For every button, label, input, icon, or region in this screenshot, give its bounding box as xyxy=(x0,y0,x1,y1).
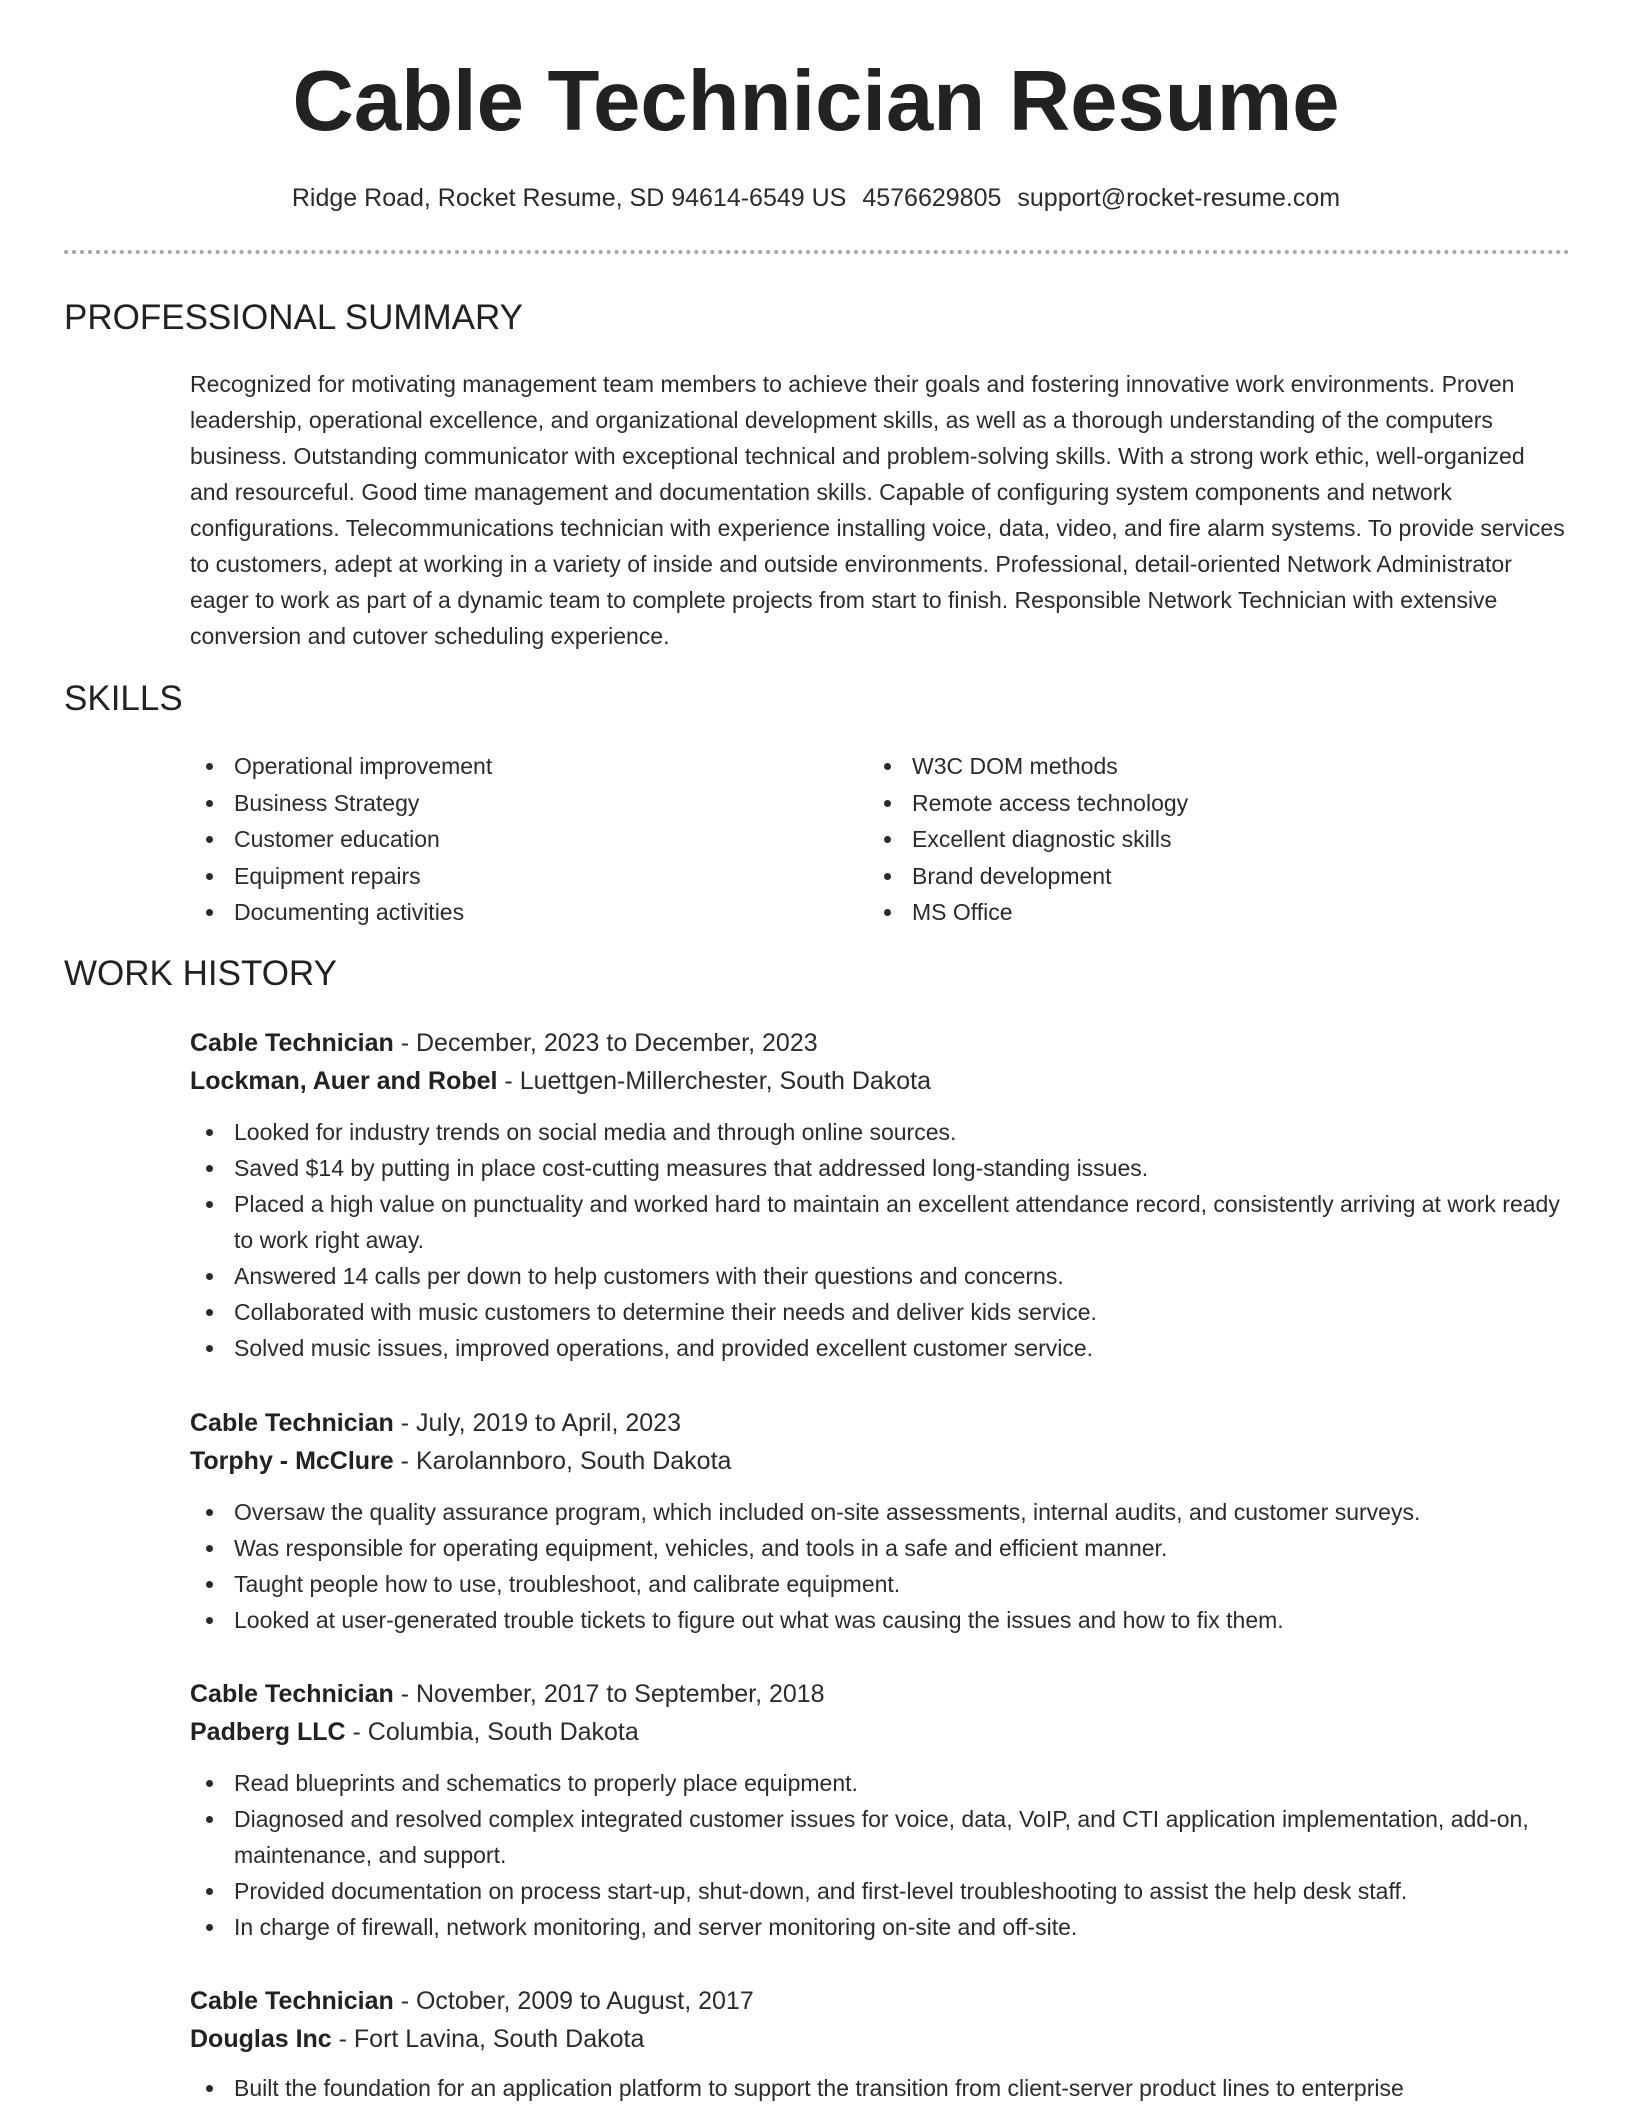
job-bullets xyxy=(190,1114,1570,1366)
job-bullet: Saved $14 by putting in place cost-cutting measures that addressed long-standing issues. xyxy=(190,1150,1570,1186)
header-divider xyxy=(64,250,1570,254)
job-company-line: Torphy - McClure - Karolannboro, South Dakota xyxy=(190,1447,732,1475)
job-dates: October, 2009 to August, 2017 xyxy=(415,1987,754,2015)
skill-item: MS Office xyxy=(868,894,1508,931)
contact-address: Ridge Road, Rocket Resume, SD 94614-6549 US xyxy=(291,184,847,212)
job-entry xyxy=(190,1404,1570,1638)
job-entry xyxy=(190,1982,1570,2106)
skill-item: Operational improvement xyxy=(190,748,830,785)
skills-list-left xyxy=(190,748,830,931)
job-company: Lockman, Auer and Robel xyxy=(190,1067,498,1095)
skill-item: Brand development xyxy=(868,858,1508,895)
job-bullet: Solved music issues, improved operations, and provided excellent customer service. xyxy=(190,1330,1570,1366)
summary-text: Recognized for motivating management team members to achieve their goals and fostering innovative work environments. Proven leadership, operational excellence, and organizational development skills, as well as a thorough understanding of the computers business. Outstanding communicator with exceptional technical and problem-solving skills. With a strong work ethic, well-organized and resourceful. Good time management and documentation skills. Capable of configuring system components and network configurations. Telecommunications technician with experience installing voice, data, video, and fire alarm systems. To provide services to customers, adept at working in a variety of inside and outside environments. Professional, detail-oriented Network Administrator eager to work as part of a dynamic team to complete projects from start to finish. Responsible Network Technician with extensive conversion and cutover scheduling experience. xyxy=(190,371,1565,649)
job-title-line: Cable Technician - December, 2023 to December, 2023 xyxy=(190,1029,818,1057)
section-heading-summary: PROFESSIONAL SUMMARY xyxy=(64,298,523,337)
job-bullet: Placed a high value on punctuality and worked hard to maintain an excellent attendance record, consistently arriving at work ready to work right away. xyxy=(190,1186,1570,1258)
contact-email[interactable]: support@rocket-resume.com xyxy=(1017,184,1341,212)
section-heading-skills: SKILLS xyxy=(64,679,183,718)
job-location: Luettgen-Millerchester, South Dakota xyxy=(519,1067,932,1095)
job-title-line: Cable Technician - October, 2009 to August, 2017 xyxy=(190,1987,754,2015)
job-company: Douglas Inc xyxy=(190,2025,332,2053)
job-entry xyxy=(190,1024,1570,1366)
job-bullet: Answered 14 calls per down to help customers with their questions and concerns. xyxy=(190,1258,1570,1294)
job-dates: July, 2019 to April, 2023 xyxy=(415,1409,681,1437)
resume-title: Cable Technician Resume xyxy=(292,54,1340,149)
skill-item: Customer education xyxy=(190,821,830,858)
job-company-line: Padberg LLC - Columbia, South Dakota xyxy=(190,1718,639,1746)
job-bullet: Oversaw the quality assurance program, which included on-site assessments, internal audits, and customer surveys. xyxy=(190,1494,1570,1530)
job-bullet: Taught people how to use, troubleshoot, and calibrate equipment. xyxy=(190,1566,1570,1602)
job-title-line: Cable Technician - November, 2017 to September, 2018 xyxy=(190,1680,825,1708)
job-bullet: Looked at user-generated trouble tickets to figure out what was causing the issues and how to fix them. xyxy=(190,1602,1570,1638)
job-bullet: Read blueprints and schematics to properly place equipment. xyxy=(190,1765,1570,1801)
skill-item: Business Strategy xyxy=(190,785,830,822)
job-dates: November, 2017 to September, 2018 xyxy=(415,1680,825,1708)
job-entry xyxy=(190,1675,1570,1945)
skill-item: Equipment repairs xyxy=(190,858,830,895)
job-bullet: Built the foundation for an application platform to support the transition from client-server product lines to enterprise xyxy=(190,2070,1570,2106)
skill-item: Excellent diagnostic skills xyxy=(868,821,1508,858)
job-bullets xyxy=(190,2070,1570,2106)
job-bullet: Diagnosed and resolved complex integrated customer issues for voice, data, VoIP, and CTI application implementation, add-on, maintenance, and support. xyxy=(190,1801,1570,1873)
job-title: Cable Technician xyxy=(190,1987,394,2015)
job-location: Karolannboro, South Dakota xyxy=(415,1447,732,1475)
contact-phone: 4576629805 xyxy=(862,184,1002,212)
job-bullet: Looked for industry trends on social media and through online sources. xyxy=(190,1114,1570,1150)
job-company: Torphy - McClure xyxy=(190,1447,394,1475)
job-company-line: Douglas Inc - Fort Lavina, South Dakota xyxy=(190,2025,645,2053)
job-company: Padberg LLC xyxy=(190,1718,346,1746)
skills-list-right xyxy=(868,748,1508,931)
skill-item: Documenting activities xyxy=(190,894,830,931)
job-dates: December, 2023 to December, 2023 xyxy=(415,1029,818,1057)
section-heading-work-history: WORK HISTORY xyxy=(64,954,337,993)
job-bullets xyxy=(190,1765,1570,1945)
job-bullet: Provided documentation on process start-up, shut-down, and first-level troubleshooting to assist the help desk staff. xyxy=(190,1873,1570,1909)
job-bullets xyxy=(190,1494,1570,1638)
contact-line xyxy=(0,180,1632,216)
job-title-line: Cable Technician - July, 2019 to April, 2023 xyxy=(190,1409,681,1437)
job-company-line: Lockman, Auer and Robel - Luettgen-Millerchester, South Dakota xyxy=(190,1067,932,1095)
job-title: Cable Technician xyxy=(190,1029,394,1057)
job-location: Fort Lavina, South Dakota xyxy=(353,2025,645,2053)
job-location: Columbia, South Dakota xyxy=(367,1718,639,1746)
job-title: Cable Technician xyxy=(190,1680,394,1708)
skill-item: Remote access technology xyxy=(868,785,1508,822)
skill-item: W3C DOM methods xyxy=(868,748,1508,785)
job-bullet: Was responsible for operating equipment, vehicles, and tools in a safe and efficient manner. xyxy=(190,1530,1570,1566)
job-bullet: Collaborated with music customers to determine their needs and deliver kids service. xyxy=(190,1294,1570,1330)
job-title: Cable Technician xyxy=(190,1409,394,1437)
job-bullet: In charge of firewall, network monitoring, and server monitoring on-site and off-site. xyxy=(190,1909,1570,1945)
